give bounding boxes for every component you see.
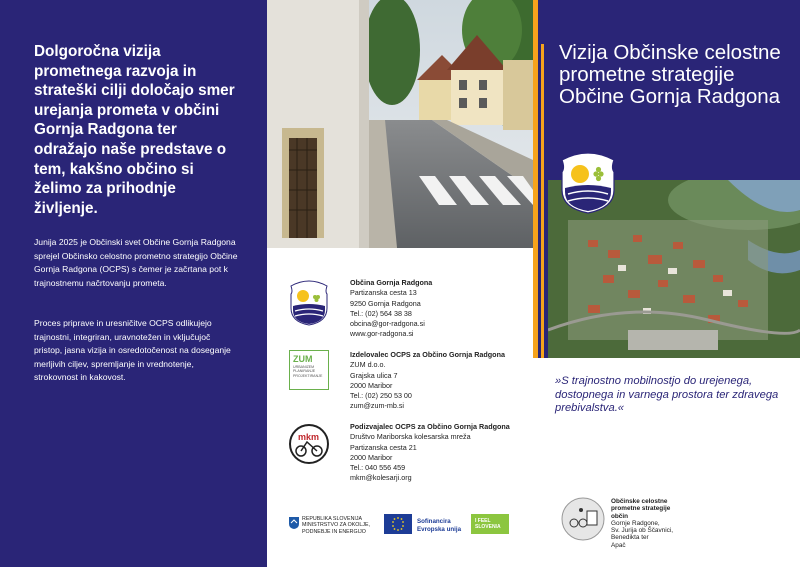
zum-logo-name: ZUM [293,354,313,364]
vision-quote: »S trajnostno mobilnostjo do urejenega, dostopnega in varnega prostora ter zdravega prebivalstva.« [555,375,779,415]
footer-title-line: prometne strategije [611,505,671,513]
left-panel [0,0,267,567]
contact-phone: Tel.: 040 556 459 [350,463,406,473]
eu-flag-icon [384,514,412,534]
eu-label [417,518,461,533]
left-paragraph-2: Proces priprave in uresničitve OCPS odlikujejo trajnostni, integriran, uravnotežen in vključujoč pristop, jasna vizija in osredotočenost na doseganje merljivih ciljev, spremljanje in vrednotenje, strokovnost in kakovost. [34,318,231,383]
eu-line: Evropska unija [417,525,462,533]
contact-title: Občina Gornja Radgona [350,278,433,287]
footer-line: Gornje Radgone, [611,519,660,527]
ministry-line: PODNEBJE IN ENERGIJO [302,528,366,535]
footer-line: Sv. Jurija ob Ščavnici, [611,527,674,535]
contact-website[interactable]: www.gor-radgona.si [350,329,414,339]
mkm-logo-name: mkm [298,432,320,442]
ministry-line: MINISTRSTVO ZA OKOLJE, [302,522,370,529]
contact-email[interactable]: obcina@gor-radgona.si [350,319,425,329]
contact-company: Društvo Mariborska kolesarska mreža [350,432,471,442]
contact-title: Izdelovalec OCPS za Občino Gornja Radgona [350,350,505,359]
ifeel-line: I FEEL [475,518,491,524]
ifeel-line: SLOVENIA [475,524,501,530]
ministry-label [302,516,370,535]
eu-line: Sofinancira [417,518,451,525]
footer-title-line: Občinske celostne [611,498,668,505]
contact-title: Podizvajalec OCPS za Občino Gornja Radgona [350,422,510,431]
cover-title: Vizija Občinske celostne prometne strategije Občine Gornja Radgona [559,41,781,108]
contact-company: ZUM d.o.o. [350,360,386,370]
zum-logo [289,350,329,390]
i-feel-slovenia-logo [471,514,509,534]
contact-address: Partizanska cesta 13 [350,288,417,298]
orange-stripe [533,0,538,358]
orange-stripe [541,44,544,358]
mkm-logo [287,422,331,466]
contact-phone: Tel.: (02) 250 53 00 [350,391,412,401]
ocps-footer-logo [561,497,605,541]
coat-of-arms-icon [558,150,618,214]
middle-panel [267,0,533,567]
left-paragraph-1: Junija 2025 je Občinski svet Občine Gornja Radgona sprejel Občinsko celostno prometno strategijo Občine Gornja Radgona (OCPS) s čemer je začrtana pot k trajnostnemu načrtovanju prometa. [34,237,238,288]
footer-line: Benedikta ter [611,534,649,542]
slovenia-crest-icon [289,516,299,528]
street-photo [267,0,533,248]
zum-logo-subtitle: URBANIZEM PLANIRANJE PROJEKTIRANJE [293,365,323,378]
footer-title-line: občin [611,512,629,520]
coat-of-arms-icon [287,278,331,322]
ministry-line: REPUBLIKA SLOVENIJA [302,516,363,522]
contact-address: Grajska ulica 7 [350,370,398,380]
ocps-footer-text [611,498,781,549]
contact-address: Partizanska cesta 21 [350,442,417,452]
contact-email[interactable]: zum@zum-mb.si [350,401,405,411]
left-headline: Dolgoročna vizija prometnega razvoja in strateški cilji določajo smer urejanja prometa v občini Gornja Radgona ter odražajo naše predstave o tem, kakšno občino si želimo za prihodnje življenje. [34,43,235,217]
footer-line: Apač [611,541,626,549]
contact-phone: Tel.: (02) 564 38 38 [350,308,412,318]
contact-email[interactable]: mkm@kolesarji.org [350,473,412,483]
contact-city: 9250 Gornja Radgona [350,298,421,308]
contact-city: 2000 Maribor [350,452,393,462]
right-panel [533,0,800,567]
contact-city: 2000 Maribor [350,380,393,390]
funders-strip [267,510,533,544]
